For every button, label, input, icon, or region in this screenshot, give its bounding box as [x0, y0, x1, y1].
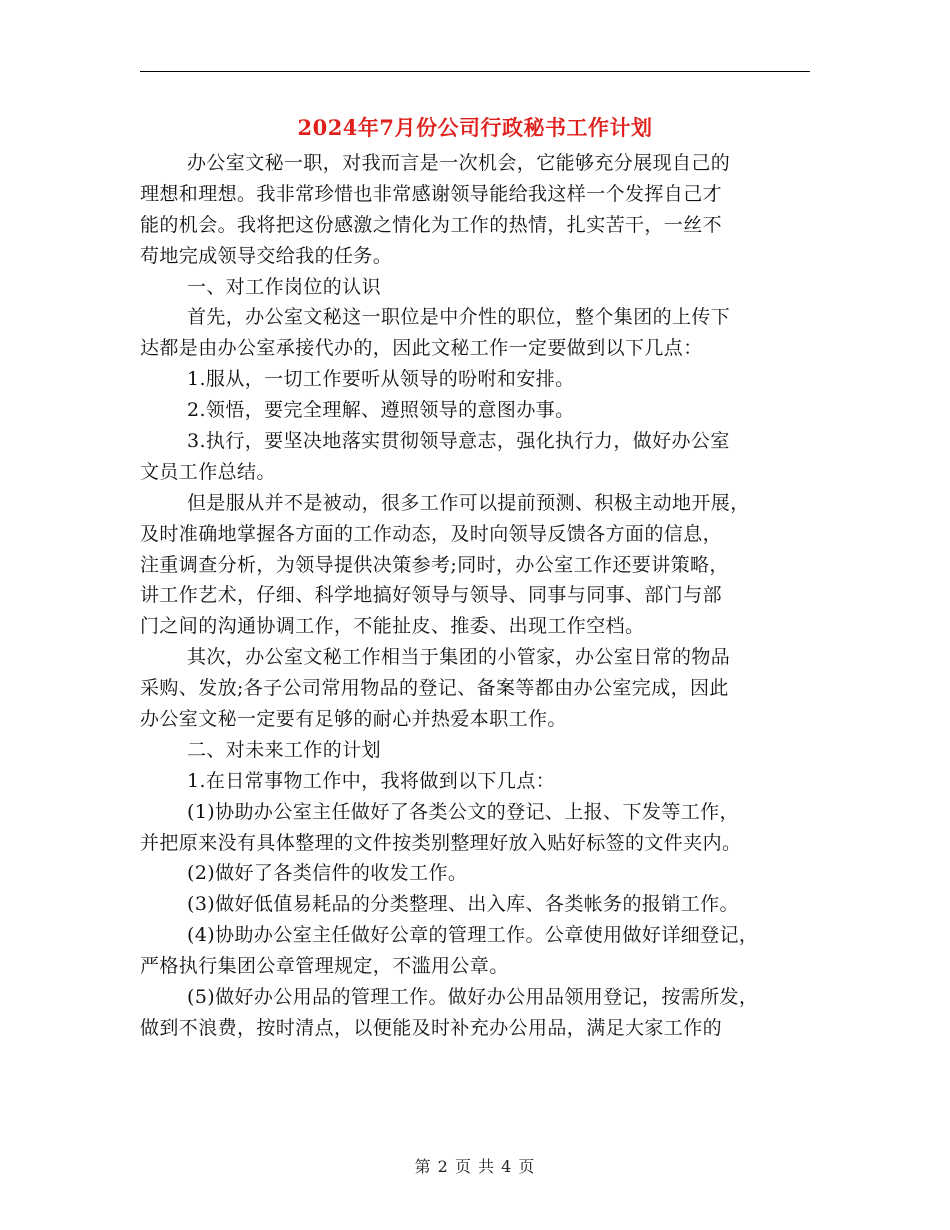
text-line: 及时准确地掌握各方面的工作动态，及时向领导反馈各方面的信息，	[140, 522, 723, 545]
text-line: 1.服从，一切工作要听从领导的吩咐和安排。	[187, 368, 575, 391]
text-line: 能的机会。我将把这份感激之情化为工作的热情，扎实苦干，一丝不	[140, 213, 723, 236]
page-number: 第 2 页 共 4 页	[414, 1157, 536, 1176]
text-line: 采购、发放;各子公司常用物品的登记、备案等都由办公室完成，因此	[140, 677, 729, 700]
header-rule	[140, 71, 810, 72]
text-line: 3.执行，要坚决地落实贯彻领导意志，强化执行力，做好办公室	[187, 430, 730, 453]
text-line: 其次，办公室文秘工作相当于集团的小管家，办公室日常的物品	[187, 646, 731, 669]
document-body	[140, 148, 820, 1044]
text-line: 并把原来没有具体整理的文件按类别整理好放入贴好标签的文件夹内。	[140, 831, 742, 854]
text-line: 首先，办公室文秘这一职位是中介性的职位，整个集团的上传下	[187, 306, 731, 329]
text-line: (1)协助办公室主任做好了各类公文的登记、上报、下发等工作，	[187, 800, 739, 823]
text-line: 办公室文秘一职，对我而言是一次机会，它能够充分展现自己的	[187, 152, 731, 174]
text-line: 1.在日常事物工作中，我将做到以下几点：	[187, 769, 556, 792]
text-line: 但是服从并不是被动，很多工作可以提前预测、积极主动地开展，	[187, 491, 750, 514]
text-line: 注重调查分析，为领导提供决策参考;同时，办公室工作还要讲策略，	[140, 553, 729, 576]
text-line: 做到不浪费，按时清点，以便能及时补充办公用品，满足大家工作的	[140, 1016, 723, 1039]
text-line: 理想和理想。我非常珍惜也非常感谢领导能给我这样一个发挥自己才	[140, 182, 723, 205]
document-title: 2024年7月份公司行政秘书工作计划	[297, 115, 653, 140]
text-line: 门之间的沟通协调工作，不能扯皮、推委、出现工作空档。	[140, 615, 645, 638]
text-line: 办公室文秘一定要有足够的耐心并热爱本职工作。	[140, 708, 567, 731]
text-line: 严格执行集团公章管理规定，不滥用公章。	[140, 955, 509, 978]
text-line: (2)做好了各类信件的收发工作。	[187, 862, 468, 885]
text-line: 文员工作总结。	[140, 460, 276, 483]
text-line: 一、对工作岗位的认识	[187, 275, 382, 298]
text-line: 2.领悟，要完全理解、遵照领导的意图办事。	[187, 399, 575, 422]
text-line: (4)协助办公室主任做好公章的管理工作。公章使用做好详细登记，	[187, 924, 759, 947]
text-line: 讲工作艺术，仔细、科学地搞好领导与领导、同事与同事、部门与部	[140, 584, 723, 607]
text-line: 二、对未来工作的计划	[187, 738, 382, 761]
text-line: 苟地完成领导交给我的任务。	[140, 244, 393, 267]
text-line: (5)做好办公用品的管理工作。做好办公用品领用登记，按需所发，	[187, 986, 759, 1009]
text-line: 达都是由办公室承接代办的，因此文秘工作一定要做到以下几点：	[140, 337, 703, 360]
text-line: (3)做好低值易耗品的分类整理、出入库、各类帐务的报销工作。	[187, 893, 739, 916]
